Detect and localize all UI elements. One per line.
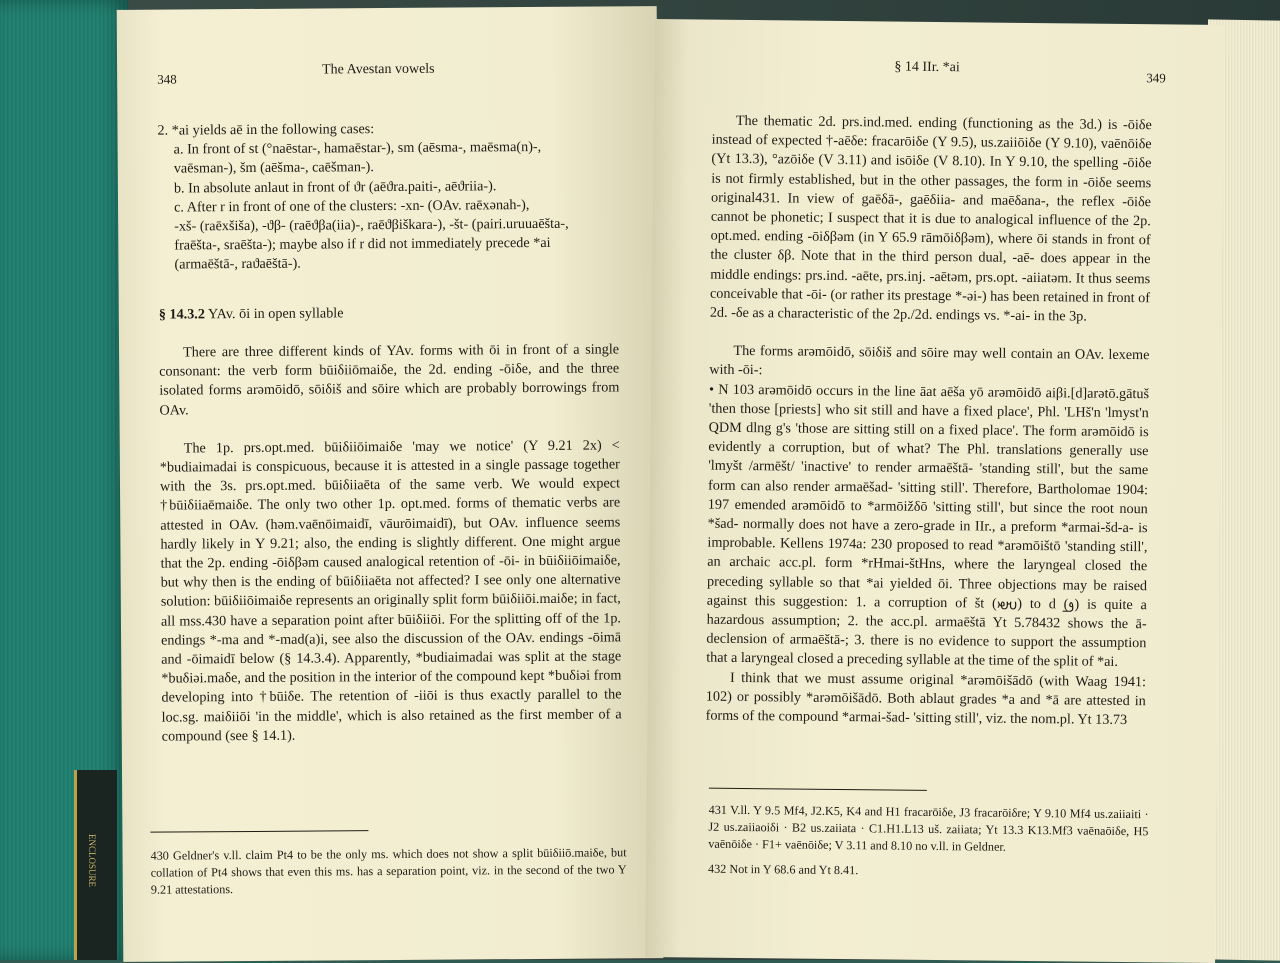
footnote-rule <box>709 788 927 791</box>
paragraph: I think that we must assume original *arəmōišādō (with Waag 1941: 102) or possibly *arəmōišādō. Both ablaut grades *a and *ā are attested in forms of the compound *armai-šad- 'sitting still', viz. the nom.pl. Yt 13.73 <box>705 669 1147 729</box>
footnote-430: 430 Geldner's v.ll. claim Pt4 to be the only ms. which does not show a split būiδiiō.maiδe, but collation of Pt4 shows that even this ms. has a separation point, viz. in the second of the two Y 9.21 attestations. <box>150 845 627 897</box>
section-title: YAv. ōi in open syllable <box>207 305 344 323</box>
section-number: § 14.3.2 <box>158 306 205 323</box>
right-running-head: § 14 IIr. *ai <box>894 59 960 76</box>
left-page <box>117 6 664 962</box>
list-line: b. In absolute anlaut in front of ϑr (aēϑra.paiti-, aēϑriia-). <box>173 177 497 197</box>
paragraph: The forms arəmōidō, sōiδiš and sōire may well contain an OAv. lexeme with -ōi-: <box>709 343 1150 379</box>
paragraph: • N 103 arəmōidō occurs in the line āat aēša yō arəmōidō aiβi.[d]arətō.gātuš 'then those [priests] who sit still and have a fixed place', Phl. 'LHš'n 'lmyst'n QDM dlng g's 'those are sitting still on a fixed place'. The form arəmōidō is evidently a corruption, but of what? The Phl. translations generally use 'lmyšt /armēšt/ 'inactive' to render armaēštā- 'standing still', but the same form can also render armaēšad- 'sitting still'. Therefore, Bartholomae 1904: 197 emended arəmōidō to *armōižδō 'sitting still', but since the root noun *šad- normally does not have a zero-grade in IIr., a preform *armai-šd-a- is improbable. Kellens 1974a: 230 proposed to read *arəmōištō 'standing still', an archaic acc.pl. form *rHmai-štHns, where the laryngeal closed the preceding syllable so that *ai yielded ōi. Three objections may be raised against this suggestion: 1. a corruption of št (𐬱𐬙) to d (𐬛) is quite a hazardous assumption; 2. the acc.pl. armaēštā Yt 5.78432 shows the ā-declension of armaēštā-; 3. there is no evidence to support the assumption that a laryngeal closed a preceding syllable at the time of the split of *ai. <box>706 381 1150 671</box>
list-line: c. After r in front of one of the clusters: -xn- (OAv. raēxənah-), <box>174 196 530 216</box>
right-page <box>645 19 1225 963</box>
list-line: (armaēštā-, raϑaēštā-). <box>174 256 301 273</box>
footnote-rule <box>150 830 368 833</box>
list-line: vaēsman-), šm (aēšma-, caēšman-). <box>173 159 374 177</box>
right-footnotes <box>708 802 1149 891</box>
right-page-number: 349 <box>1146 70 1166 86</box>
book-spine <box>0 0 128 960</box>
left-list <box>157 118 618 275</box>
footnote-431: 431 V.ll. Y 9.5 Mf4, J2.K5, K4 and H1 fracarōiδe, J3 fracarōiδre; Y 9.10 Mf4 us.zaiiaiti · J2 us.zaiiaoiδi · B2 us.zaiiata · C1.H1.L13 uš. zaiiata; Yt 13.3 K13.Mf3 vaēnaōiδe, H5 vaēnōiδe · F1+ vaēnōiδe; V 3.11 and 8.10 no v.ll. in Geldner. <box>708 802 1149 854</box>
list-line: a. In front of st (°naēstar-, hamaēstar-), sm (aēsma-, maēsma(n)-, <box>173 139 542 158</box>
right-body <box>706 112 1152 731</box>
paragraph: The 1p. prs.opt.med. būiδiiōimaiδe 'may we notice' (Y 9.21 2x) < *budiaimadai is conspicuous, because it is attested in a single passage together with the 3s. prs.opt.med. būiδiiaēta of the same verb. We would expect †būiδiiaēmaiδe. The only two other 1p. opt.med. forms of thematic verbs are attested in OAv. (həm.vaēnōimaidī, vāurōimaidī), but OAv. influence seems hardly likely in Y 9.21; also, the ending is slightly different. One might argue that the 2p. ending -ōiδβəm caused analogical retention of -ōi- in būiδiiōimaiδe, but why then is the ending of būiδiiaēta not affected? I see only one alternative solution: būiδiiōimaiδe represents an originally split form būiδiiōi.maiδe; in fact, all mss.430 have a separation point after būiδiiōi. For the splitting off of the 1p. endings *-ma and *-mad(a)i, see also the discussion of the OAv. endings -ōimā and -ōimaidī below (§ 14.3.4). Apparently, *budiaimadai was split at the stage *buδiəi.maδe, and the position in the interior of the compound kept *buδiəi from developing into †būiδe. The retention of -iiōi is thus exactly parallel to the loc.sg. maiδiiōi 'in the middle', which is also retained as the first member of a compound (see § 14.1). <box>159 437 622 745</box>
list-line: fraēšta-, sraēšta-); maybe also if r did not immediately precede *ai <box>174 235 551 254</box>
left-body <box>159 340 622 746</box>
footnote-432: 432 Not in Y 68.6 and Yt 8.41. <box>707 861 859 878</box>
list-line: 2. *ai yields aē in the following cases: <box>157 121 375 139</box>
left-footnotes <box>151 844 627 906</box>
section-heading <box>159 304 344 324</box>
spine-label <box>74 770 117 960</box>
paragraph: The thematic 2d. prs.ind.med. ending (functioning as the 3d.) is -ōiδe instead of expected †-aēδe: fracarōiδe (Y 9.5), us.zaiiōiδe (Y 9.10), vaēnōiδe (Yt 13.3), °azōiδe (V 3.11) and isōiδe (V 8.10). In Y 9.10, the spelling -ōiδe is not firmly established, but in the other passages, the form in -ōiδe seems original431. In view of gaēδā-, gaēδiia- and maēδana-, the reflex -ōiδe cannot be phonetic; I suspect that it is due to analogical influence of the 2p. opt.med. ending -ōiδβəm (in Y 65.9 rāmōiδβəm), where ōi stands in front of the cluster δβ. Note that in the third person dual, -aē- does appear in the middle endings: prs.ind. -aēte, prs.inj. -aētəm, prs.opt. -aiiatəm. It thus seems conceivable that -ōi- (or rather its prestage *-əi-) has been retained in front of 2d. -δe as a characteristic of the 2p./2d. endings vs. *-ai- in the 3p. <box>709 112 1152 325</box>
left-running-head: The Avestan vowels <box>322 61 435 78</box>
spine-label-text: ENCLOSURE <box>87 834 97 888</box>
left-page-number: 348 <box>157 71 177 87</box>
paragraph: There are three different kinds of YAv. forms with ōi in front of a single consonant: the verb form būiδiiōmaiδe, the 2d. ending -ōiδe, and the three isolated forms arəmōidō, sōiδiš and sōire which are probably borrowings from OAv. <box>159 341 620 419</box>
list-line: -xš- (raēxšiša), -ϑβ- (raēϑβa(iia)-, raēϑβiškara-), -št- (pairi.uruuaēšta-, <box>174 215 569 235</box>
